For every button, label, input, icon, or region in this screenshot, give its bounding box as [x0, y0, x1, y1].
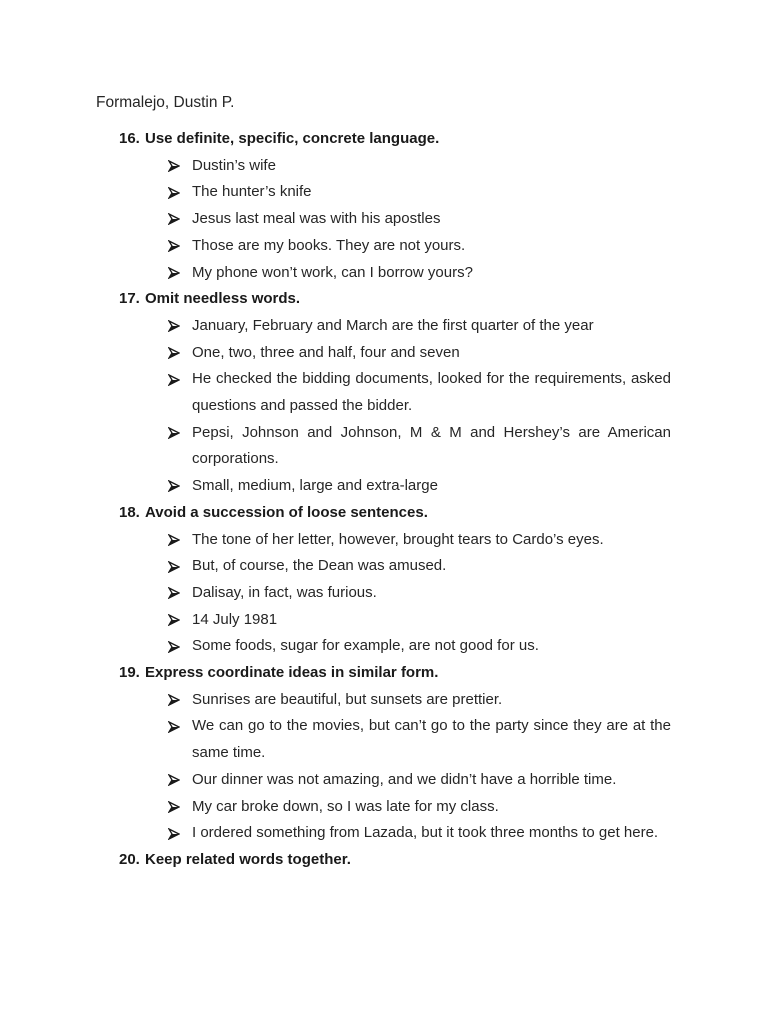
rule-heading [0, 126, 768, 153]
example-text: Small, medium, large and extra-large [192, 477, 438, 495]
list-item [0, 420, 768, 473]
list-item [0, 767, 768, 794]
rule-title: Use definite, specific, concrete language. [145, 130, 440, 147]
list-item [0, 527, 768, 554]
example-text: Sunrises are beautiful, but sunsets are prettier. [192, 690, 503, 708]
list-item [0, 820, 768, 847]
arrow-bullet-icon [167, 233, 181, 260]
rule-heading [0, 660, 768, 687]
rule-heading [0, 500, 768, 527]
list-item [0, 580, 768, 607]
example-text: The hunter’s knife [192, 183, 312, 201]
list-item [0, 260, 768, 287]
list-item [0, 366, 768, 419]
rule-title: Express coordinate ideas in similar form. [145, 664, 439, 682]
example-text: Dustin’s wife [192, 156, 276, 174]
arrow-bullet-icon [167, 687, 181, 714]
list-item [0, 179, 768, 206]
example-text: Pepsi, Johnson and Johnson, M & M and Hershey’s are American corporations. [192, 423, 671, 468]
arrow-bullet-icon [167, 794, 181, 821]
example-list [0, 687, 768, 847]
example-text: He checked the bidding documents, looked for the requirements, asked questions and passed the bidder. [192, 370, 671, 414]
list-item [0, 313, 768, 340]
example-text: Some foods, sugar for example, are not good for us. [192, 637, 539, 655]
arrow-bullet-icon [167, 580, 181, 607]
arrow-bullet-icon [167, 366, 181, 393]
rule-number: 16. [119, 130, 140, 147]
rules-list [0, 126, 768, 874]
arrow-bullet-icon [167, 553, 181, 580]
rule-section [0, 286, 768, 500]
example-text: Jesus last meal was with his apostles [192, 210, 441, 228]
arrow-bullet-icon [167, 179, 181, 206]
example-text: My car broke down, so I was late for my class. [192, 797, 499, 815]
rule-title: Avoid a succession of loose sentences. [145, 503, 428, 521]
arrow-bullet-icon [167, 767, 181, 794]
list-item [0, 473, 768, 500]
rule-heading [0, 286, 768, 313]
arrow-bullet-icon [167, 340, 181, 367]
example-text: Those are my books. They are not yours. [192, 236, 466, 254]
example-text: The tone of her letter, however, brought tears to Cardo’s eyes. [192, 530, 604, 548]
arrow-bullet-icon [167, 607, 181, 634]
example-text: We can go to the movies, but can’t go to the party since they are at the same time. [192, 717, 671, 762]
list-item [0, 206, 768, 233]
arrow-bullet-icon [167, 713, 181, 740]
example-text: My phone won’t work, can I borrow yours? [192, 263, 473, 281]
rule-title: Keep related words together. [145, 850, 351, 868]
example-text: One, two, three and half, four and seven [192, 343, 460, 361]
example-text: Our dinner was not amazing, and we didn’t have a horrible time. [192, 770, 617, 788]
author-name: Formalejo, Dustin P. [96, 94, 235, 111]
rule-heading [0, 847, 768, 874]
arrow-bullet-icon [167, 260, 181, 287]
example-list [0, 313, 768, 500]
list-item [0, 233, 768, 260]
example-text: I ordered something from Lazada, but it took three months to get here. [192, 824, 659, 842]
rule-number: 19. [119, 664, 140, 682]
list-item [0, 713, 768, 766]
example-text: Dalisay, in fact, was furious. [192, 583, 377, 601]
example-text: January, February and March are the first quarter of the year [192, 316, 594, 334]
example-text: But, of course, the Dean was amused. [192, 557, 447, 575]
arrow-bullet-icon [167, 473, 181, 500]
rule-section [0, 126, 768, 286]
arrow-bullet-icon [167, 820, 181, 847]
example-list [0, 153, 768, 287]
rule-number: 20. [119, 850, 140, 868]
arrow-bullet-icon [167, 153, 181, 180]
list-item [0, 340, 768, 367]
list-item [0, 794, 768, 821]
arrow-bullet-icon [167, 633, 181, 660]
list-item [0, 153, 768, 180]
rule-section [0, 847, 768, 874]
rule-number: 18. [119, 503, 140, 521]
list-item [0, 633, 768, 660]
arrow-bullet-icon [167, 206, 181, 233]
list-item [0, 607, 768, 634]
arrow-bullet-icon [167, 527, 181, 554]
rule-number: 17. [119, 290, 140, 308]
arrow-bullet-icon [167, 313, 181, 340]
rule-title: Omit needless words. [145, 290, 301, 308]
list-item [0, 553, 768, 580]
arrow-bullet-icon [167, 420, 181, 447]
example-list [0, 527, 768, 661]
rule-section [0, 660, 768, 847]
list-item [0, 687, 768, 714]
rule-section [0, 500, 768, 660]
example-text: 14 July 1981 [192, 610, 278, 628]
